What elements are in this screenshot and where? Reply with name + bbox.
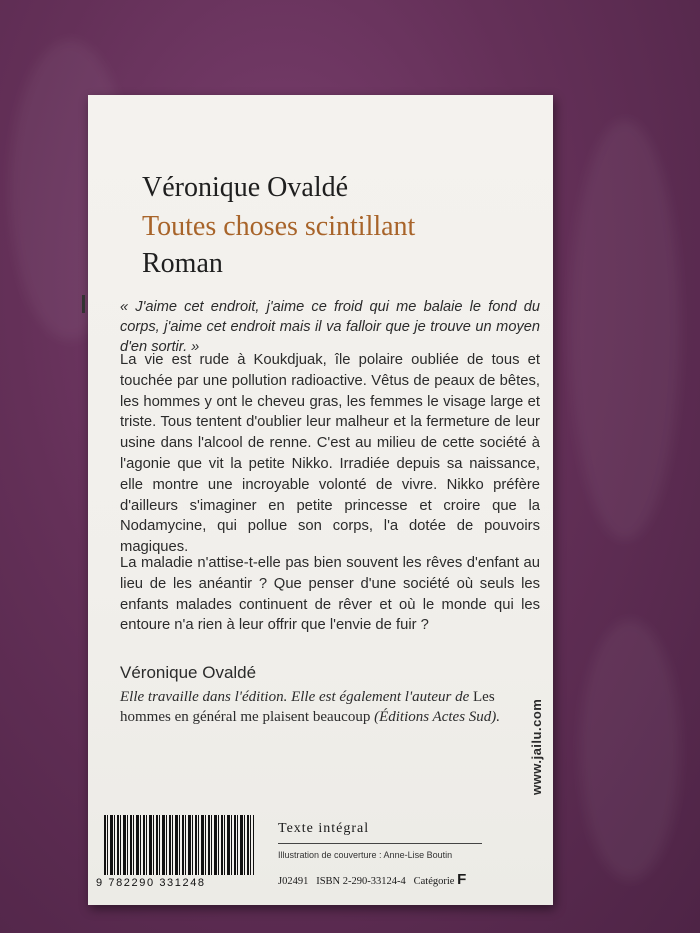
bio-book-title: Les hommes en général me plaisent beaucoup [120, 689, 495, 725]
catalog-code: J02491 [278, 876, 309, 887]
divider [278, 843, 482, 844]
book-back-cover [88, 95, 553, 905]
book-title: Toutes choses scintillant [142, 211, 416, 242]
website-url: www.jailu.com [529, 698, 544, 795]
texte-integral-label: Texte intégral [278, 821, 370, 836]
author-name: Véronique Ovaldé [142, 172, 349, 203]
isbn: ISBN 2-290-33124-4 [316, 876, 406, 887]
spine-mark [82, 295, 85, 313]
bio-text [120, 687, 540, 727]
fabric-fold [570, 120, 680, 540]
barcode-digits: 9 782290 331248 [96, 877, 206, 889]
bio-italic: Elle travaille dans l'édition. Elle est également l'auteur de [120, 689, 470, 705]
bio-publisher: (Éditions Actes Sud). [374, 709, 501, 725]
categorie-label: Catégorie [413, 876, 455, 887]
categorie-value: F [457, 871, 467, 888]
quote-text: « J'aime cet endroit, j'aime ce froid qui me balaie le fond du corps, j'aime cet endroit mais il va falloir que je trouve un moyen d'en sortir. » [120, 299, 540, 355]
summary-paragraph-1: La vie est rude à Koukdjuak, île polaire oubliée de tous et touchée par une pollution radioactive. Vêtus de peaux de bêtes, les hommes y ont le cheveu gras, les femmes le visage large et triste. Tous tentent d'oublier leur malheur et la fermeture de leur usine dans l'alcool de renne. C'est au milieu de cette société à l'agonie que vit la petite Nikko. Irradiée depuis sa naissance, elle montre une incroyable volonté de vivre. Nikko préfère d'ailleurs s'imaginer en petite princesse et croire que la Nodamycine, qui pollue son corps, l'a dotée de pouvoirs magiques. [120, 352, 540, 556]
barcode [94, 811, 261, 893]
genre-label: Roman [142, 248, 223, 279]
barcode-bars [104, 815, 254, 875]
illustration-credit: Illustration de couverture : Anne-Lise Boutin [278, 850, 453, 860]
catalog-line [278, 871, 466, 888]
bio-author-name: Véronique Ovaldé [120, 663, 257, 682]
summary-paragraph-2: La maladie n'attise-t-elle pas bien souvent les rêves d'enfant au lieu de les anéantir ? Que penser d'une société où seuls les enfants malades continuent de rêver et où le monde qui les entoure n'a rien à leur offrir que l'envie de fuir ? [120, 555, 540, 634]
fabric-fold [580, 620, 680, 880]
